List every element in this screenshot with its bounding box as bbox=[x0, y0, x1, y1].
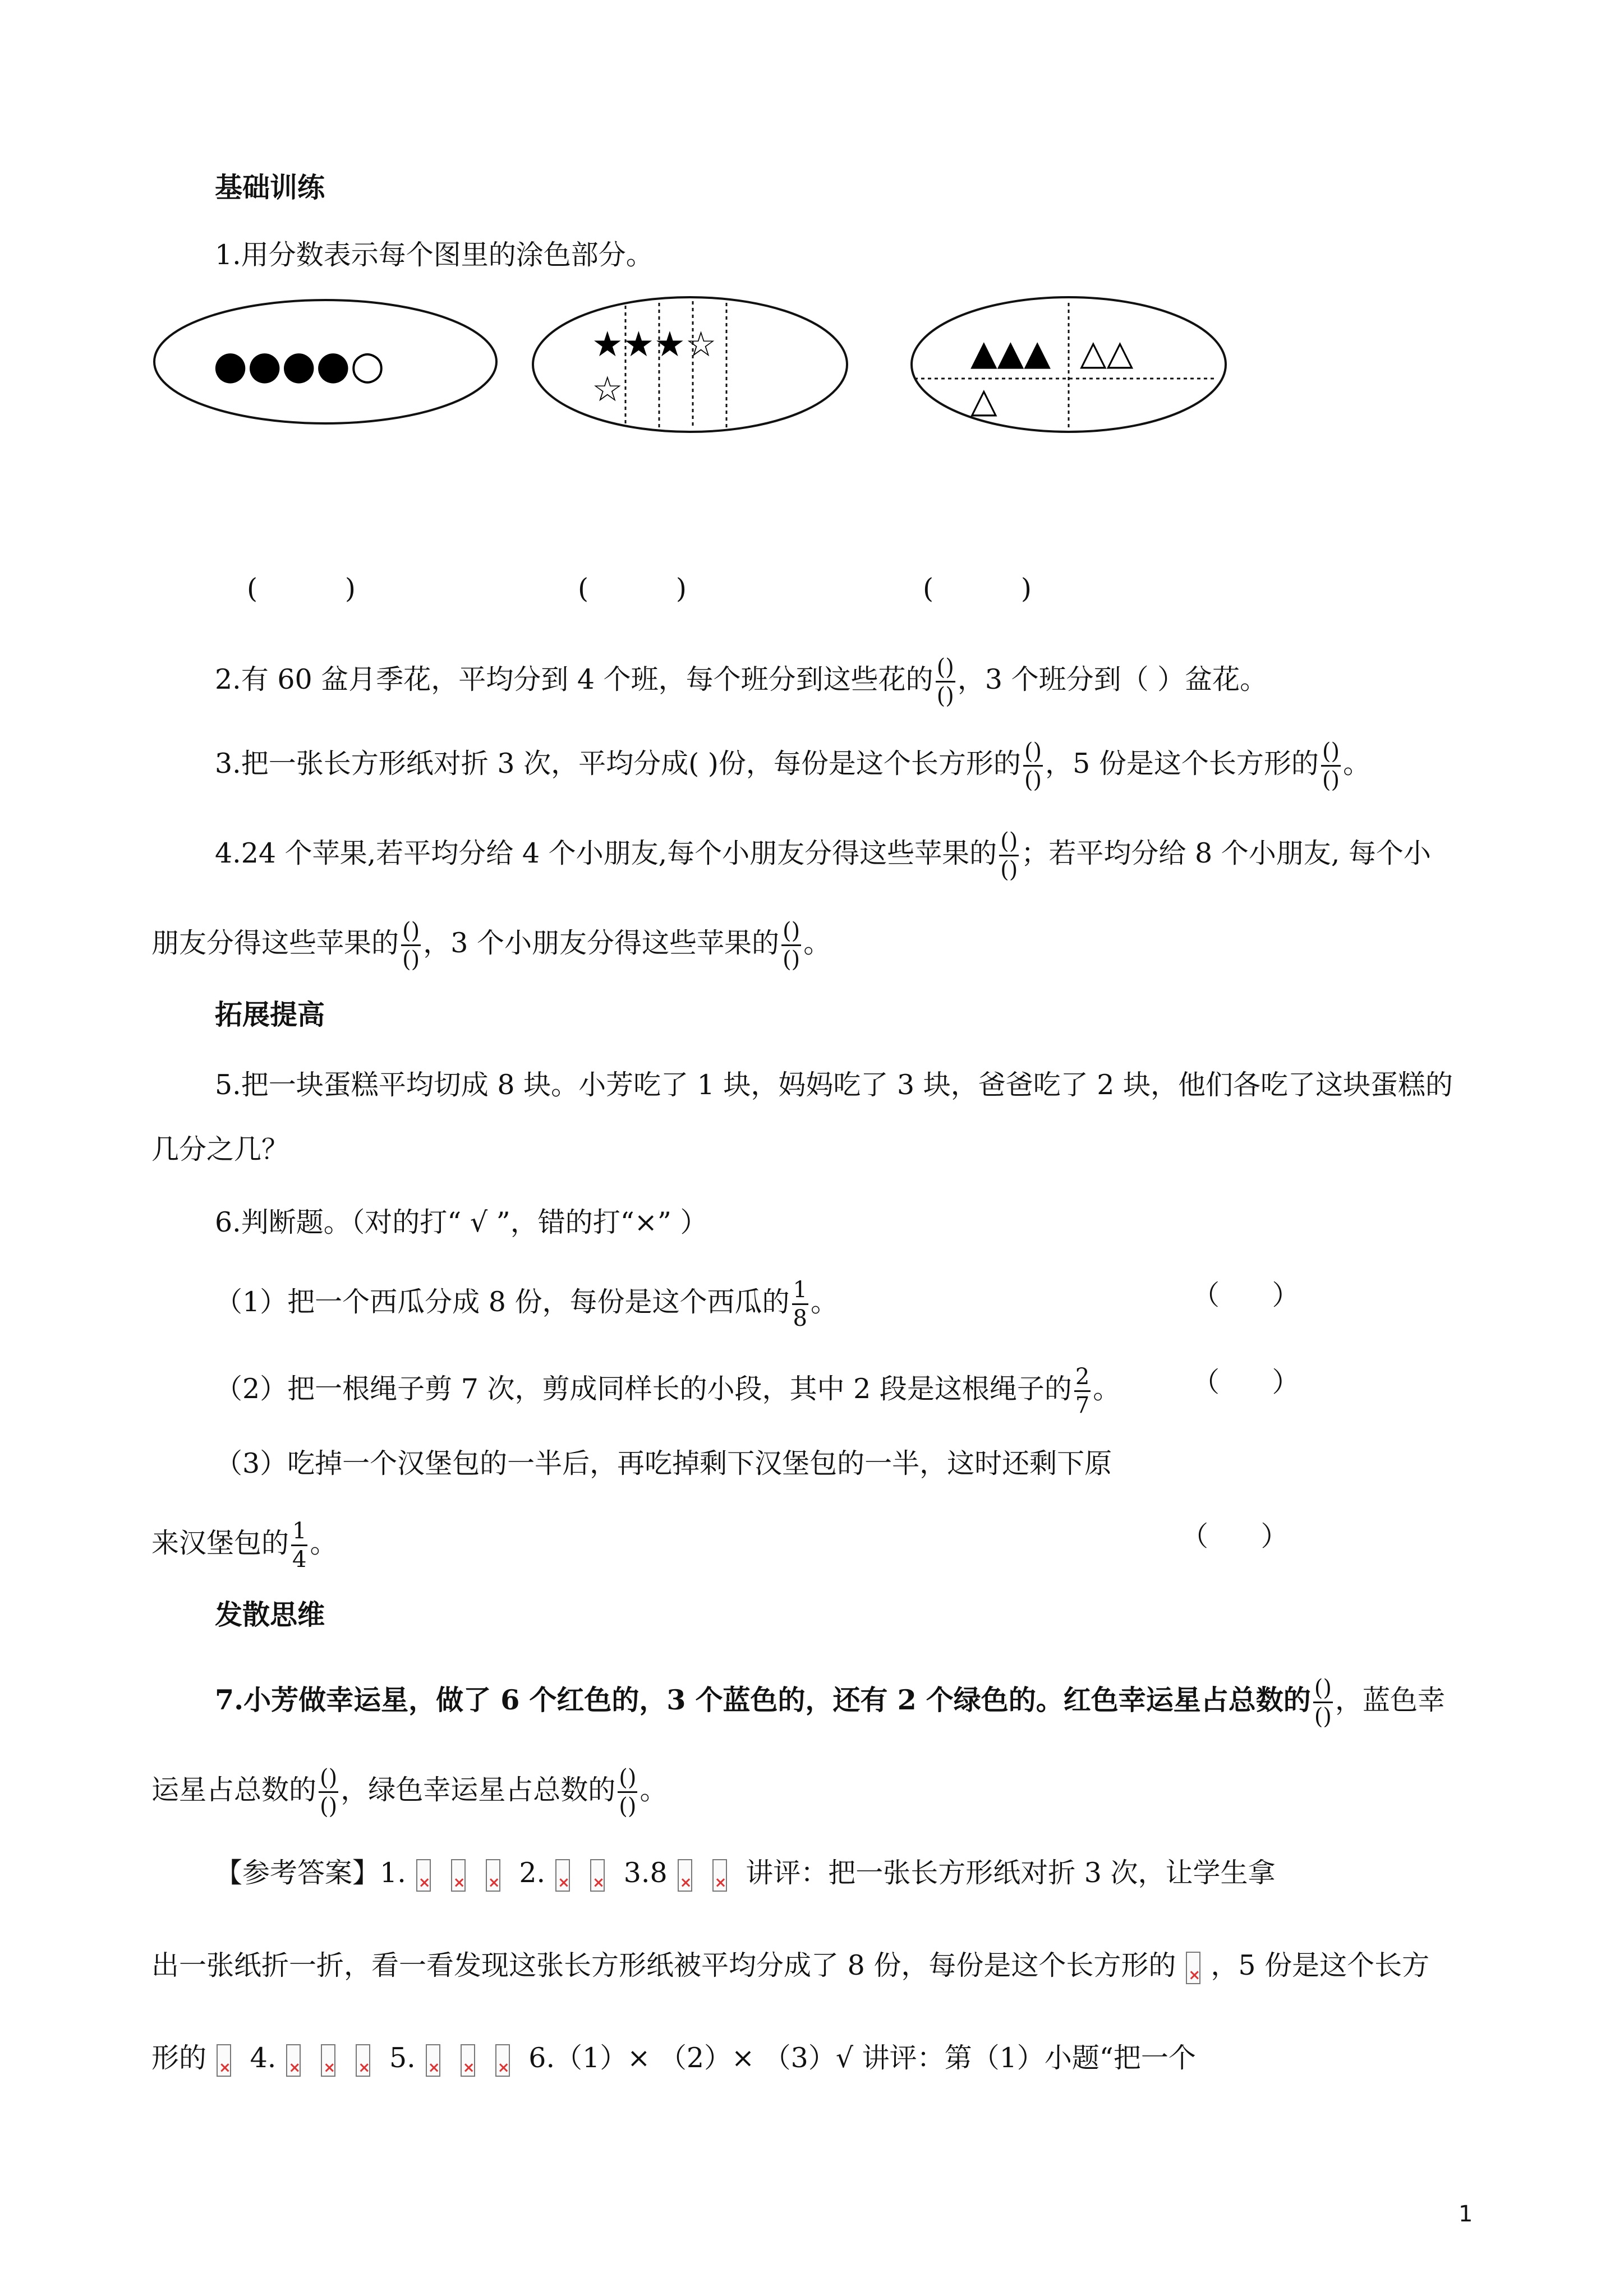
missing-image-icon bbox=[486, 1859, 500, 1892]
blank-fraction: $\frac{()}{()}$ bbox=[1000, 828, 1018, 883]
figure-triangles-empty: △△ bbox=[1080, 332, 1134, 373]
missing-image-icon bbox=[712, 1859, 727, 1892]
missing-image-icon bbox=[678, 1859, 692, 1892]
fraction-2-7: $\frac{2}{7}$ bbox=[1075, 1364, 1090, 1418]
blank-fraction: $\frac{()}{()}$ bbox=[320, 1765, 338, 1819]
blank-fraction: $\frac{()}{()}$ bbox=[936, 654, 954, 709]
question-5-line2: 几分之几？ bbox=[151, 1133, 289, 1165]
judge-paren-2: （ ） bbox=[1192, 1366, 1300, 1398]
blank-fraction: $\frac{()}{()}$ bbox=[1322, 739, 1340, 793]
blank-fraction: $\frac{()}{()}$ bbox=[402, 918, 420, 972]
missing-image-icon bbox=[321, 2044, 335, 2077]
fraction-1-8: $\frac{1}{8}$ bbox=[793, 1277, 807, 1331]
figure-triangles-filled: ▲▲▲ bbox=[970, 332, 1051, 373]
missing-image-icon bbox=[495, 2044, 510, 2077]
figure-circles-symbols: ●●●●○ bbox=[213, 342, 385, 388]
answer-blank-3: ( ) bbox=[923, 573, 1032, 605]
figure-stars-row2: ☆ bbox=[592, 368, 623, 409]
answer-blank-1: ( ) bbox=[247, 573, 356, 605]
figure-circles bbox=[151, 297, 499, 426]
fraction-1-4: $\frac{1}{4}$ bbox=[292, 1518, 307, 1573]
missing-image-icon bbox=[217, 2044, 231, 2077]
question-5-line1: 5.把一块蛋糕平均切成 8 块。小芳吃了 1 块，妈妈吃了 3 块，爸爸吃了 2 块，他们各吃了这块蛋糕的 bbox=[215, 1069, 1453, 1101]
question-6-item-3-line1: （3）吃掉一个汉堡包的一半后，再吃掉剩下汉堡包的一半，这时还剩下原 bbox=[215, 1447, 1112, 1479]
section-heading-basic: 基础训练 bbox=[215, 172, 325, 204]
missing-image-icon bbox=[461, 2044, 475, 2077]
section-heading-divergent: 发散思维 bbox=[215, 1599, 325, 1631]
missing-image-icon bbox=[416, 1859, 431, 1892]
answers-line1: 【参考答案】1.××× 2.×× 3.8×× 讲评：把一张长方形纸对折 3 次，让学生拿 bbox=[215, 1856, 1276, 1892]
judge-paren-1: （ ） bbox=[1192, 1279, 1300, 1311]
missing-image-icon bbox=[590, 1859, 605, 1892]
blank-fraction: $\frac{()}{()}$ bbox=[1314, 1675, 1332, 1730]
figure-stars bbox=[530, 294, 850, 435]
question-6-item-2: （2）把一根绳子剪 7 次，剪成同样长的小段，其中 2 段是这根绳子的 $\frac{2}{7}$ 。 bbox=[215, 1364, 1121, 1418]
question-1: 1.用分数表示每个图里的涂色部分。 bbox=[215, 239, 654, 271]
question-6-item-1: （1）把一个西瓜分成 8 份，每份是这个西瓜的 $\frac{1}{8}$ 。 bbox=[215, 1277, 838, 1331]
question-2: 2.有 60 盆月季花，平均分到 4 个班，每个班分到这些花的 $\frac{()}{()}$ ，3 个班分到（ ）盆花。 bbox=[215, 654, 1268, 709]
blank-fraction: $\frac{()}{()}$ bbox=[619, 1765, 637, 1819]
question-6-item-3-line2: 来汉堡包的 $\frac{1}{4}$ 。 bbox=[151, 1518, 338, 1573]
judge-paren-3: （ ） bbox=[1181, 1520, 1289, 1552]
missing-image-icon bbox=[356, 2044, 370, 2077]
blank-fraction: $\frac{()}{()}$ bbox=[1024, 739, 1042, 793]
page-number: 1 bbox=[1459, 2201, 1473, 2227]
figure-stars-row1: ★★★☆ bbox=[592, 324, 717, 365]
missing-image-icon bbox=[451, 1859, 466, 1892]
question-4-line1: 4.24 个苹果,若平均分给 4 个小朋友,每个小朋友分得这些苹果的 $\frac{()}{()}$ ；若平均分给 8 个小朋友, 每个小 bbox=[215, 828, 1431, 883]
missing-image-icon bbox=[555, 1859, 570, 1892]
missing-image-icon bbox=[426, 2044, 440, 2077]
blank-fraction: $\frac{()}{()}$ bbox=[783, 918, 801, 972]
answer-blank-2: ( ) bbox=[578, 573, 687, 605]
question-6: 6.判断题。（对的打“ √ ”，错的打“×” ） bbox=[215, 1206, 708, 1238]
answers-line3: 形的× 4.××× 5.××× 6.（1）× （2）× （3）√ 讲评：第（1）小题“把一个 bbox=[151, 2041, 1196, 2077]
missing-image-icon bbox=[286, 2044, 301, 2077]
question-3: 3.把一张长方形纸对折 3 次，平均分成( )份，每份是这个长方形的 $\frac{()}{()}$ ，5 份是这个长方形的 $\frac{()}{()}$ 。 bbox=[215, 739, 1371, 793]
figure-triangles bbox=[909, 294, 1229, 435]
figure-triangles-row2: △ bbox=[970, 380, 997, 421]
section-heading-extend: 拓展提高 bbox=[215, 999, 325, 1031]
missing-image-icon bbox=[1186, 1952, 1200, 1984]
question-7-line1: 7.小芳做幸运星，做了 6 个红色的，3 个蓝色的，还有 2 个绿色的。红色幸运星占总数的 $\frac{()}{()}$ ，蓝色幸 bbox=[215, 1675, 1445, 1730]
question-4-line2: 朋友分得这些苹果的 $\frac{()}{()}$ ，3 个小朋友分得这些苹果的 $\frac{()}{()}$ 。 bbox=[151, 918, 831, 972]
answers-line2: 出一张纸折一折，看一看发现这张长方形纸被平均分成了 8 份，每份是这个长方形的× ，5 份是这个长方 bbox=[151, 1949, 1429, 1984]
question-7-line2: 运星占总数的 $\frac{()}{()}$ ，绿色幸运星占总数的 $\frac{()}{()}$ 。 bbox=[151, 1765, 668, 1819]
